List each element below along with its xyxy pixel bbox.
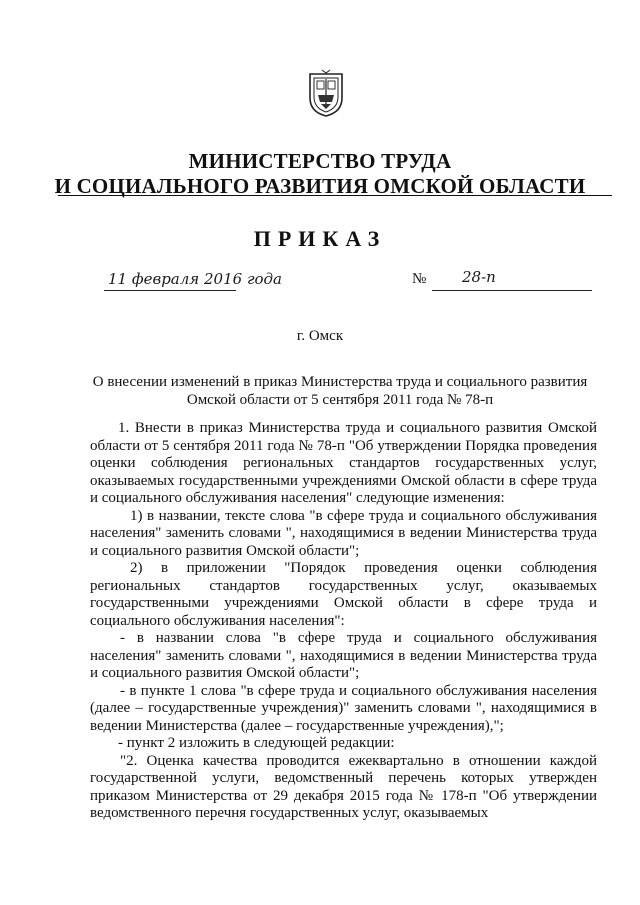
document-type-title: ПРИКАЗ [253, 226, 387, 251]
body-paragraph-7: "2. Оценка качества проводится ежеквартально в отношении каждой государственной услуги, ведомственный перечень которых утвержден приказом Министерства от 29 декабря 2015 года № 178-п "Об утверждении ведомственного перечня государственных услуг, оказываемых [90, 752, 597, 821]
city-label: г. Омск [296, 328, 344, 344]
order-subject: О внесении изменений в приказ Министерства труда и социального развития Омской области от 5 сентября 2011 года № 78-п [92, 374, 588, 408]
order-body [90, 420, 597, 823]
body-paragraph-2: 1) в названии, тексте слова "в сфере труда и социального обслуживания населения" заменить словами ", находящимися в ведении Министерства труда и социального развития Омской области"; [90, 507, 597, 559]
header-divider [58, 195, 612, 196]
coat-of-arms-icon [306, 68, 346, 118]
body-paragraph-1: 1. Внести в приказ Министерства труда и социального развития Омской области от 5 сентября 2011 года № 78-п "Об утверждении Порядка проведения оценки соблюдения региональных стандартов государственных услуг, оказываемых государственными учреждениями Омской области в сфере труда и социального обслуживания населения" следующие изменения: [90, 420, 597, 506]
handwritten-date: 11 февраля 2016 года [108, 270, 283, 288]
body-paragraph-3: 2) в приложении "Порядок проведения оценки соблюдения региональных стандартов государственных услуг, оказываемых государственными учреждениями Омской области в сфере труда и социального обслуживания населения": [90, 560, 597, 629]
number-underline [432, 290, 592, 291]
body-paragraph-5: - в пункте 1 слова "в сфере труда и социального обслуживания населения (далее – государственные учреждения)" заменить словами ", находящимися в ведении Министерства (далее – государственные учреждения),"; [90, 682, 597, 734]
date-underline [104, 290, 236, 291]
handwritten-number: 28-п [462, 268, 496, 286]
ministry-name-line1: МИНИСТЕРСТВО ТРУДА [188, 149, 452, 173]
ministry-name-line2: И СОЦИАЛЬНОГО РАЗВИТИЯ ОМСКОЙ ОБЛАСТИ [54, 174, 586, 198]
body-paragraph-4: - в названии слова "в сфере труда и социального обслуживания населения" заменить словами ", находящимися в ведении Министерства труда и социального развития Омской области"; [90, 630, 597, 681]
number-label: № [412, 271, 427, 287]
body-paragraph-6: - пункт 2 изложить в следующей редакции: [118, 735, 395, 751]
